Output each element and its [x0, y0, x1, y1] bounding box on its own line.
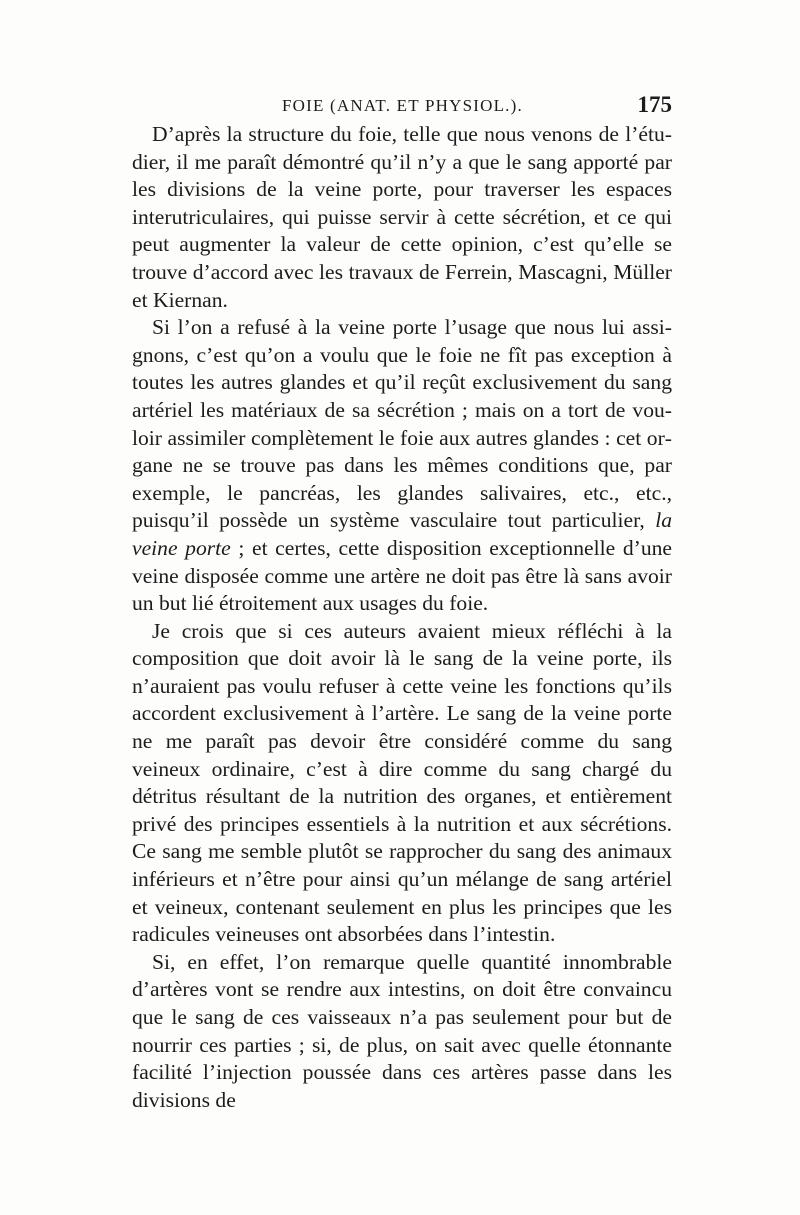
paragraph-3: Je crois que si ces auteurs avaient mieux réfléchi à la composition que doit avoir là le sang de la veine porte, ils n’auraient pas voulu refuser à cette veine les fonctions qu’ils accordent exclusivement à l’artère. Le sang de la veine porte ne me paraît pas devoir être considéré comme du sang veineux ordinaire, c’est à dire comme du sang chargé du détritus résultant de la nutrition des organes, et entièrement privé des principes essentiels à la nutrition et aux sécrétions. Ce sang me semble plutôt se rapprocher du sang des animaux inférieurs et n’être pour ainsi qu’un mélange de sang artériel et veineux, contenant seulement en plus les principes que les radicules veineuses ont absorbées dans l’intestin. [132, 618, 672, 947]
paragraph-4: Si, en effet, l’on remarque quelle quantité innombrable d’artères vont se rendre aux intestins, on doit être convaincu que le sang de ces vaisseaux n’a pas seulement pour but de nourrir ces parties ; si, de plus, on sait avec quelle étonnante facilité l’injection poussée dans ces artères passe dans les divisions de [132, 949, 672, 1112]
body-text [132, 121, 672, 1114]
paragraph-2-text-before: Si l’on a refusé à la veine porte l’usage que nous lui assignons, c’est qu’on a voulu que le foie ne fît pas exception à toutes les autres glandes et qu’il reçût exclusivement du sang artériel les matériaux de sa sécrétion ; mais on a tort de vouloir assimiler complètement le foie aux autres glandes : cet organe ne se trouve pas dans les mêmes conditions que, par exemple, le pancréas, les glandes salivaires, etc., etc., puisqu’il possède un système vasculaire tout particulier, [132, 315, 672, 533]
paragraph-1: D’après la structure du foie, telle que nous venons de l’étudier, il me paraît démontré qu’il n’y a que le sang apporté par les divisions de la veine porte, pour traverser les espaces interutriculaires, qui puisse servir à cette sécrétion, et ce qui peut augmenter la valeur de cette opinion, c’est qu’elle se trouve d’accord avec les travaux de Ferrein, Mascagni, Müller et Kiernan. [132, 122, 672, 312]
page-number: 175 [637, 92, 672, 117]
paragraph-2-emphasis: la veine porte [132, 508, 672, 560]
paragraph-2 [132, 314, 672, 618]
paragraph-2-text-after: ; et certes, cette disposition exceptionnelle d’une veine disposée comme une artère ne doit pas être là sans avoir un but lié étroitement aux usages du foie. [132, 535, 672, 616]
running-title: FOIE (ANAT. ET PHYSIOL.). [282, 96, 523, 115]
